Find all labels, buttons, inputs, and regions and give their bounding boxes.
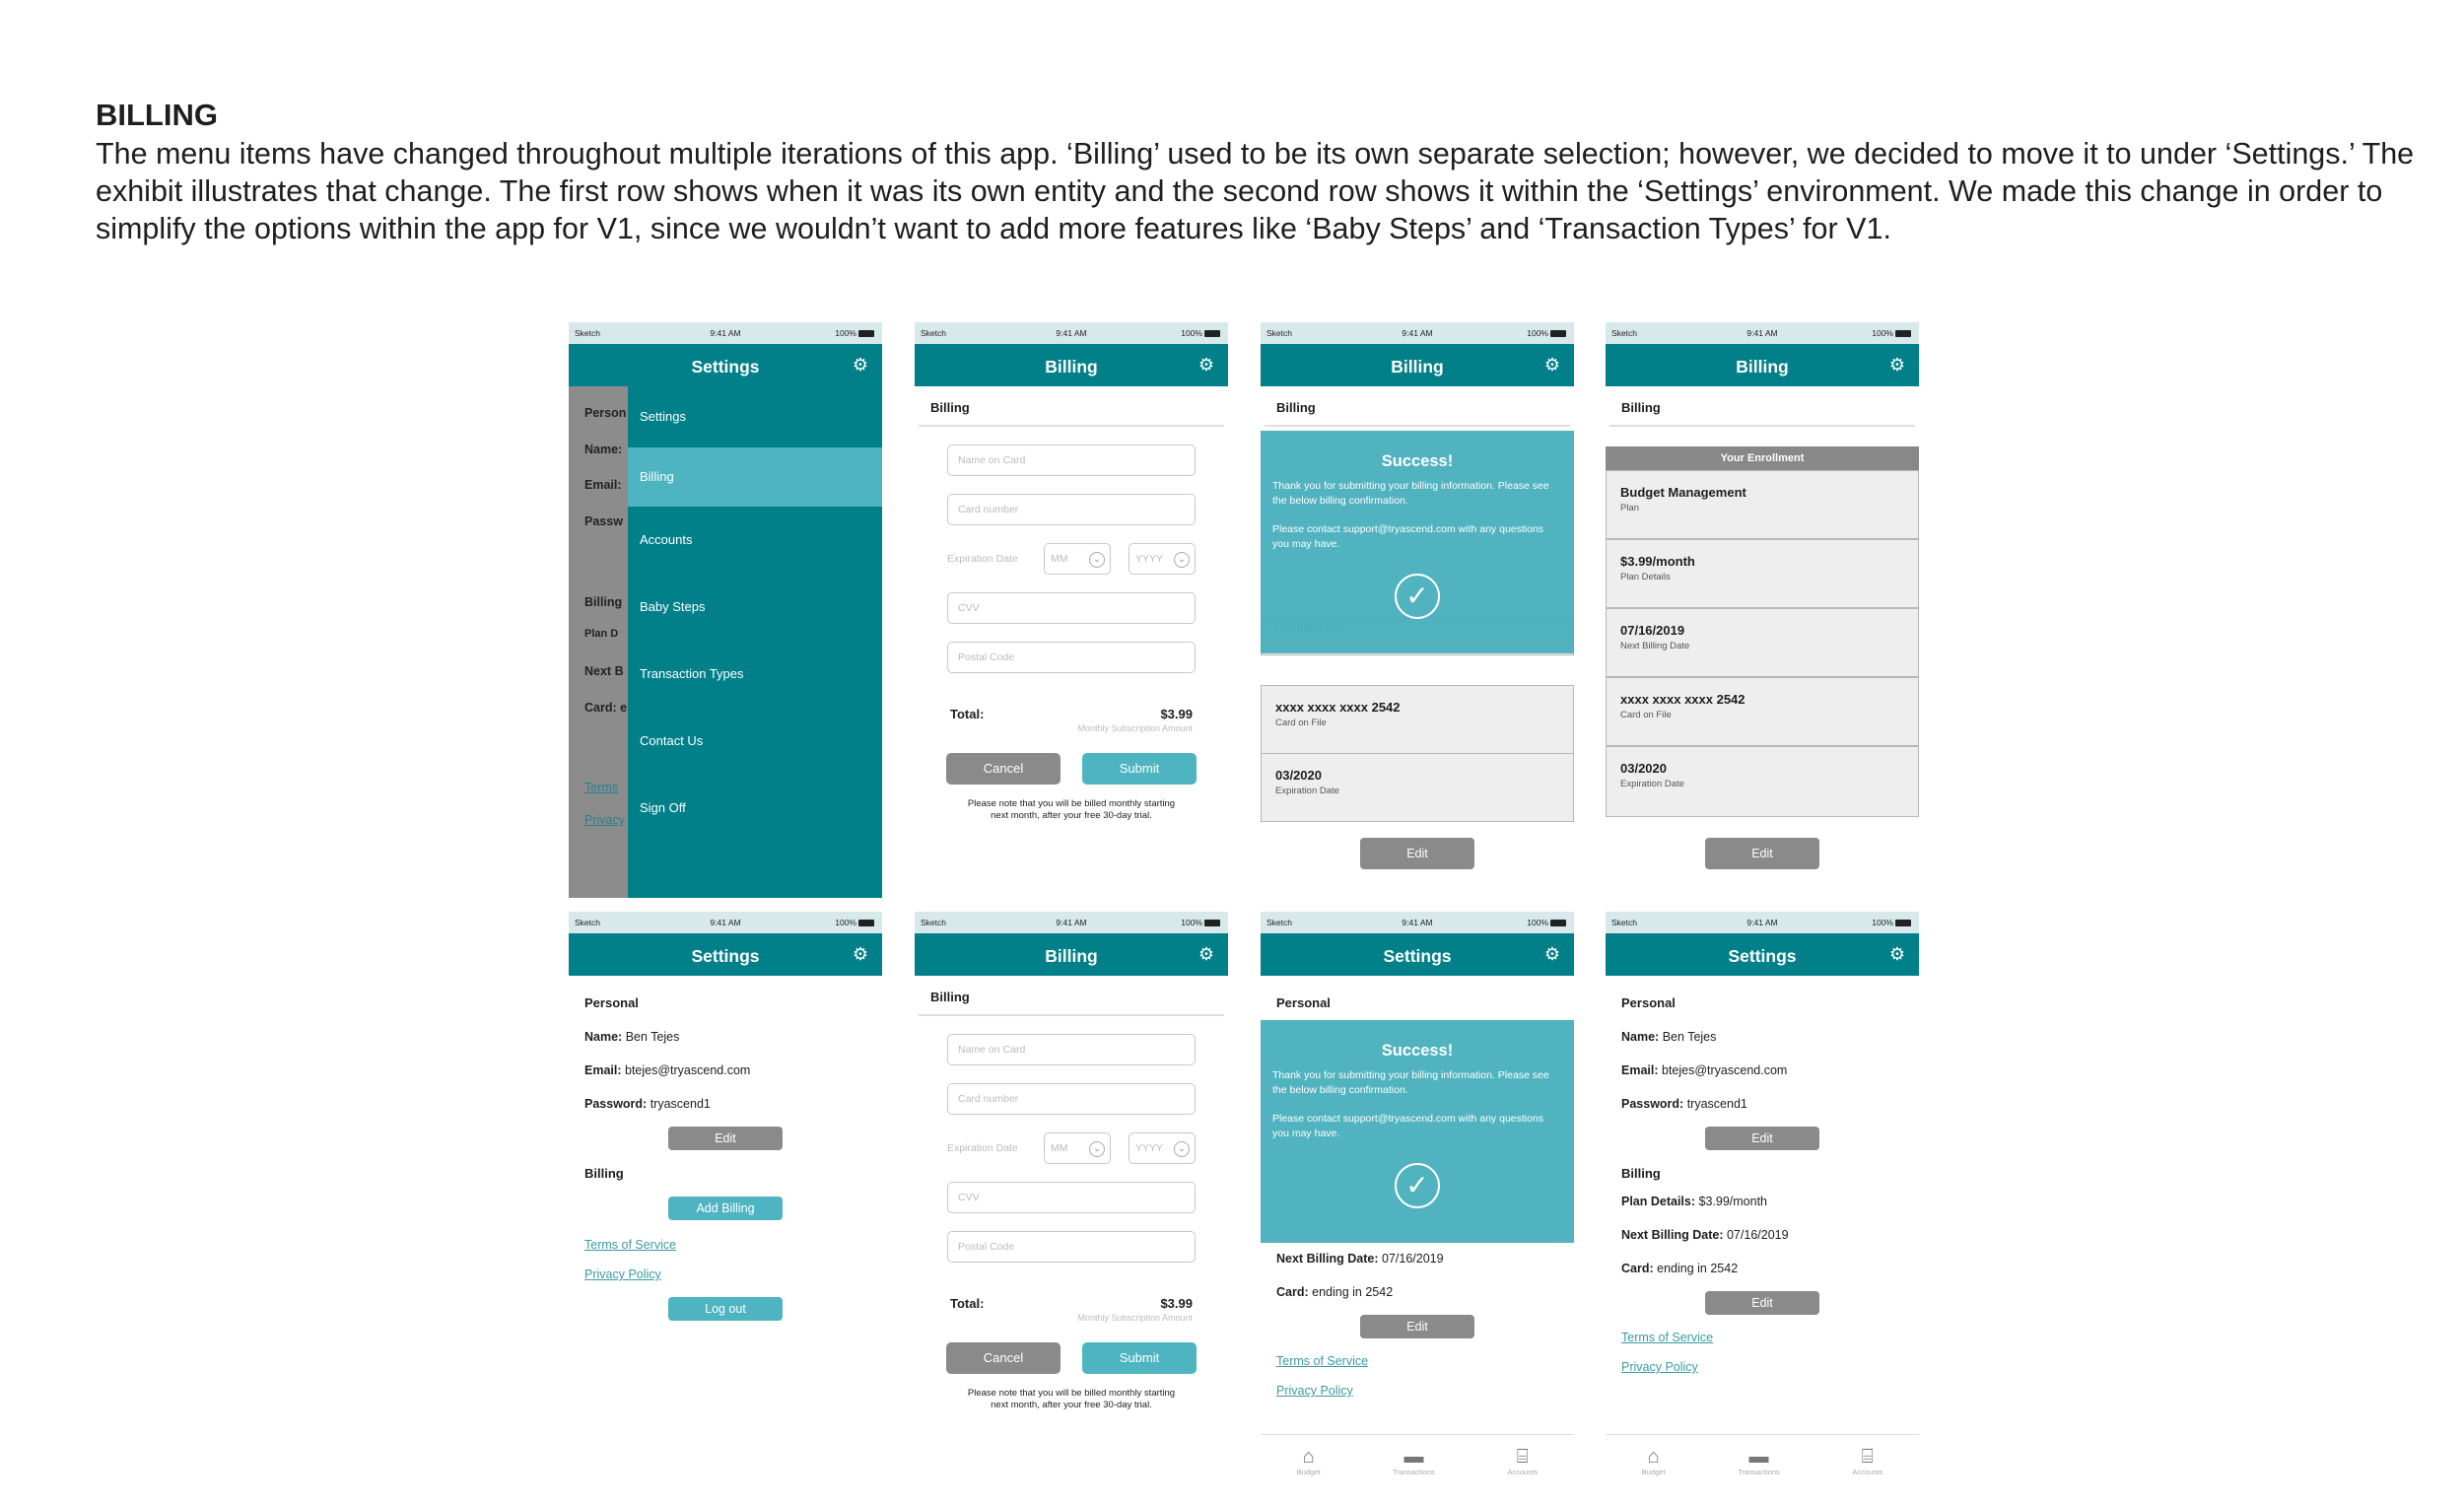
header-title: Billing [1391,357,1444,376]
month-select[interactable]: MM ⌄ [1044,543,1111,575]
add-billing-button[interactable]: Add Billing [668,1197,783,1220]
battery-icon [1895,330,1911,337]
postal-code-field[interactable]: Postal Code [947,642,1196,673]
checkmark-icon: ✓ [1395,574,1440,619]
header [1261,344,1574,386]
menu-item-transaction-types[interactable]: Transaction Types [640,666,744,681]
billing-heading: Billing [584,1166,624,1181]
home-icon: ⌂ [1302,1446,1315,1468]
battery-icon [1550,330,1566,337]
success-overlay [1261,1020,1574,1243]
battery-icon [1204,920,1220,926]
gear-icon[interactable]: ⚙ [1888,944,1905,964]
header-title: Settings [691,946,760,966]
expiration-row: Expiration Date MM ⌄ YYYY ⌄ [947,1132,1196,1164]
header [569,933,882,976]
battery-icon [858,330,874,337]
edit-button[interactable]: Edit [1360,1315,1474,1338]
card-number-field[interactable]: Card number [947,1083,1196,1115]
total-subtitle: Monthly Subscription Amount [1077,1313,1193,1323]
tab-bar [1261,1434,1574,1487]
header-title: Settings [1383,946,1452,966]
email-row: Email: btejes@tryascend.com [584,1063,751,1077]
success-message: Thank you for submitting your billing information. Please see the below billing confirmation. [1272,480,1549,507]
success-contact: Please contact support@tryascend.com with any questions you may have. [1272,523,1544,550]
header [1606,344,1919,386]
success-contact: Please contact support@tryascend.com with any questions you may have. [1272,1113,1544,1139]
privacy-link[interactable]: Privacy Policy [1621,1360,1698,1374]
gear-icon[interactable]: ⚙ [1888,355,1905,375]
time: 9:41 AM [710,328,741,338]
battery: 100% [835,328,874,338]
privacy-link[interactable]: Privacy Policy [584,1267,661,1281]
total-row: Total: $3.99 [950,1296,1193,1311]
name-on-card-field[interactable]: Name on Card [947,445,1196,476]
status-bar [569,322,882,344]
submit-button[interactable]: Submit [1082,753,1197,785]
page-title: BILLING [96,98,218,132]
submit-button[interactable]: Submit [1082,1342,1197,1374]
section-title: Billing [1609,386,1915,427]
name-on-card-field[interactable]: Name on Card [947,1034,1196,1065]
next-billing-row: Next Billing Date: 07/16/2019 [1621,1228,1789,1242]
privacy-link[interactable]: Privacy Policy [1276,1384,1353,1398]
total-row: Total: $3.99 [950,707,1193,721]
battery-icon [1204,330,1220,337]
phone-billing-enrollment [1606,322,1919,898]
enrollment-row-card: xxxx xxxx xxxx 2542 Card on File [1261,685,1574,754]
card-row: Card: ending in 2542 [1276,1285,1394,1299]
status-bar: Sketch 9:41 AM 100% [1606,322,1919,344]
checkmark-icon: ✓ [1395,1163,1440,1208]
name-row: Name: Ben Tejes [584,1030,680,1044]
cancel-button[interactable]: Cancel [946,753,1061,785]
tab-budget[interactable]: ⌂ Budget [1296,1446,1321,1476]
header-title: Billing [1045,357,1098,376]
chevron-down-icon: ⌄ [1089,1141,1105,1157]
edit-button[interactable]: Edit [1705,1127,1819,1150]
terms-link[interactable]: Terms of Service [1276,1354,1369,1368]
password-row: Password: tryascend1 [1621,1097,1747,1111]
phone-settings-add-billing [569,912,882,1487]
section-title: Billing [919,976,1224,1016]
enrollment-row-plan: Budget Management Plan [1606,470,1919,539]
gear-icon[interactable]: ⚙ [1198,355,1214,375]
menu-item-settings[interactable]: Settings [640,409,686,424]
total-subtitle: Monthly Subscription Amount [1077,723,1193,733]
year-select[interactable]: YYYY ⌄ [1129,1132,1196,1164]
phone-billing-form-2 [915,912,1228,1487]
header-title: Billing [1736,357,1789,376]
edit-button[interactable]: Edit [1360,838,1474,869]
terms-link[interactable]: Terms of Service [1621,1331,1714,1344]
background-content: Person Name: Email: Passw Billing Plan D Next B Card: e Terms Privacy [569,386,628,898]
success-title: Success! [1381,1042,1454,1060]
success-title: Success! [1381,452,1454,470]
personal-heading: Personal [1276,995,1331,1010]
phone-billing-success [1261,322,1574,898]
enrollment-row-expiration: 03/2020 Expiration Date [1606,746,1919,817]
billing-heading: Billing [1621,1166,1661,1181]
side-menu [628,386,882,898]
status-bar: Sketch 9:41 AM 100% [1261,322,1574,344]
phone-settings-success [1261,912,1574,1487]
gear-icon[interactable]: ⚙ [1543,944,1560,964]
chevron-down-icon: ⌄ [1089,552,1105,568]
next-billing-row: Next Billing Date: 07/16/2019 [1276,1252,1444,1266]
plan-row: Plan Details: $3.99/month [1621,1195,1768,1208]
edit-billing-button[interactable]: Edit [1705,1291,1819,1315]
success-overlay [1261,431,1574,653]
enrollment-row-date: 07/16/2019 Next Billing Date [1606,608,1919,677]
battery-icon [1550,920,1566,926]
header [915,344,1228,386]
cvv-field[interactable]: CVV [947,1182,1196,1213]
terms-link[interactable]: Terms of Service [584,1238,677,1252]
personal-heading: Personal [584,995,639,1010]
section-title: Billing [919,386,1224,427]
tab-accounts[interactable]: ⌸ Accounts [1852,1446,1883,1476]
tab-budget[interactable]: ⌂ Budget [1641,1446,1666,1476]
billing-note: Please note that you will be billed monthly starting next month, after your free 30-day trial. [967,798,1176,821]
header-title: Settings [1728,946,1797,966]
gear-icon[interactable]: ⚙ [852,944,868,964]
battery-icon [1895,920,1911,926]
home-icon: ⌂ [1647,1446,1660,1468]
tab-transactions[interactable]: ▬ Transactions [1393,1446,1435,1476]
header-title: Billing [1045,946,1098,966]
battery-icon [858,920,874,926]
cvv-field[interactable]: CVV [947,592,1196,624]
gear-icon[interactable]: ⚙ [1198,944,1214,964]
enrollment-row-card: xxxx xxxx xxxx 2542 Card on File [1606,677,1919,746]
tab-bar [1606,1434,1919,1487]
enrollment-header: Your Enrollment [1606,446,1919,470]
billing-note: Please note that you will be billed monthly starting next month, after your free 30-day trial. [967,1388,1176,1410]
logout-button[interactable]: Log out [668,1297,783,1321]
bank-icon: ⌸ [1861,1446,1874,1468]
transactions-icon: ▬ [1403,1446,1424,1468]
intro-paragraph: The menu items have changed throughout multiple iterations of this app. ‘Billing’ used to be its own separate selection; however, we decided to move it to under ‘Settings.’ The exhibit illustrates that change. The first row shows when it was its own entity and the second row shows it within the ‘Settings’ environment. We made this change in order to simplify the options within the app for V1, since we wouldn’t want to add more features like ‘Baby Steps’ and ‘Transaction Types’ for V1. [96,137,2415,245]
edit-button[interactable]: Edit [1705,838,1819,869]
transactions-icon: ▬ [1748,1446,1769,1468]
menu-item-accounts[interactable]: Accounts [640,532,693,547]
month-select[interactable]: MM ⌄ [1044,1132,1111,1164]
chevron-down-icon: ⌄ [1174,1141,1190,1157]
header [1606,933,1919,976]
personal-heading: Personal [1621,995,1676,1010]
status-bar: Sketch 9:41 AM 100% [1261,912,1574,933]
cancel-button[interactable]: Cancel [946,1342,1061,1374]
header [915,933,1228,976]
tab-transactions[interactable]: ▬ Transactions [1738,1446,1780,1476]
bank-icon: ⌸ [1516,1446,1529,1468]
menu-item-sign-off[interactable]: Sign Off [640,800,686,815]
year-select[interactable]: YYYY ⌄ [1129,543,1196,575]
gear-icon[interactable]: ⚙ [1543,355,1560,375]
tab-accounts[interactable]: ⌸ Accounts [1507,1446,1539,1476]
carrier: Sketch [575,328,600,338]
password-row: Password: tryascend1 [584,1097,711,1111]
header [1261,933,1574,976]
status-bar: Sketch 9:41 AM 100% [915,322,1228,344]
status-bar: Sketch 9:41 AM 100% [1606,912,1919,933]
email-row: Email: btejes@tryascend.com [1621,1063,1788,1077]
edit-button[interactable]: Edit [668,1127,783,1150]
header [569,344,882,386]
gear-icon[interactable]: ⚙ [852,355,868,375]
header-title: Settings [691,357,760,376]
success-message: Thank you for submitting your billing information. Please see the below billing confirmation. [1272,1069,1549,1096]
postal-code-field[interactable]: Postal Code [947,1231,1196,1263]
status-bar: Sketch 9:41 AM 100% [569,912,882,933]
phone-menu [569,322,882,898]
phone-billing-form [915,322,1228,898]
status-bar: Sketch 9:41 AM 100% [915,912,1228,933]
menu-item-baby-steps[interactable]: Baby Steps [640,599,706,614]
enrollment-row-expiration: 03/2020 Expiration Date [1261,753,1574,822]
section-title: Billing [1265,386,1570,427]
name-row: Name: Ben Tejes [1621,1030,1717,1044]
intro [96,97,2441,247]
card-row: Card: ending in 2542 [1621,1262,1739,1275]
chevron-down-icon: ⌄ [1174,552,1190,568]
expiration-row: Expiration Date MM ⌄ YYYY ⌄ [947,543,1196,575]
enrollment-row-price: $3.99/month Plan Details [1606,539,1919,608]
card-number-field[interactable]: Card number [947,494,1196,525]
phone-settings-billing [1606,912,1919,1487]
menu-item-billing[interactable]: Billing [628,447,882,507]
menu-item-contact-us[interactable]: Contact Us [640,733,704,748]
